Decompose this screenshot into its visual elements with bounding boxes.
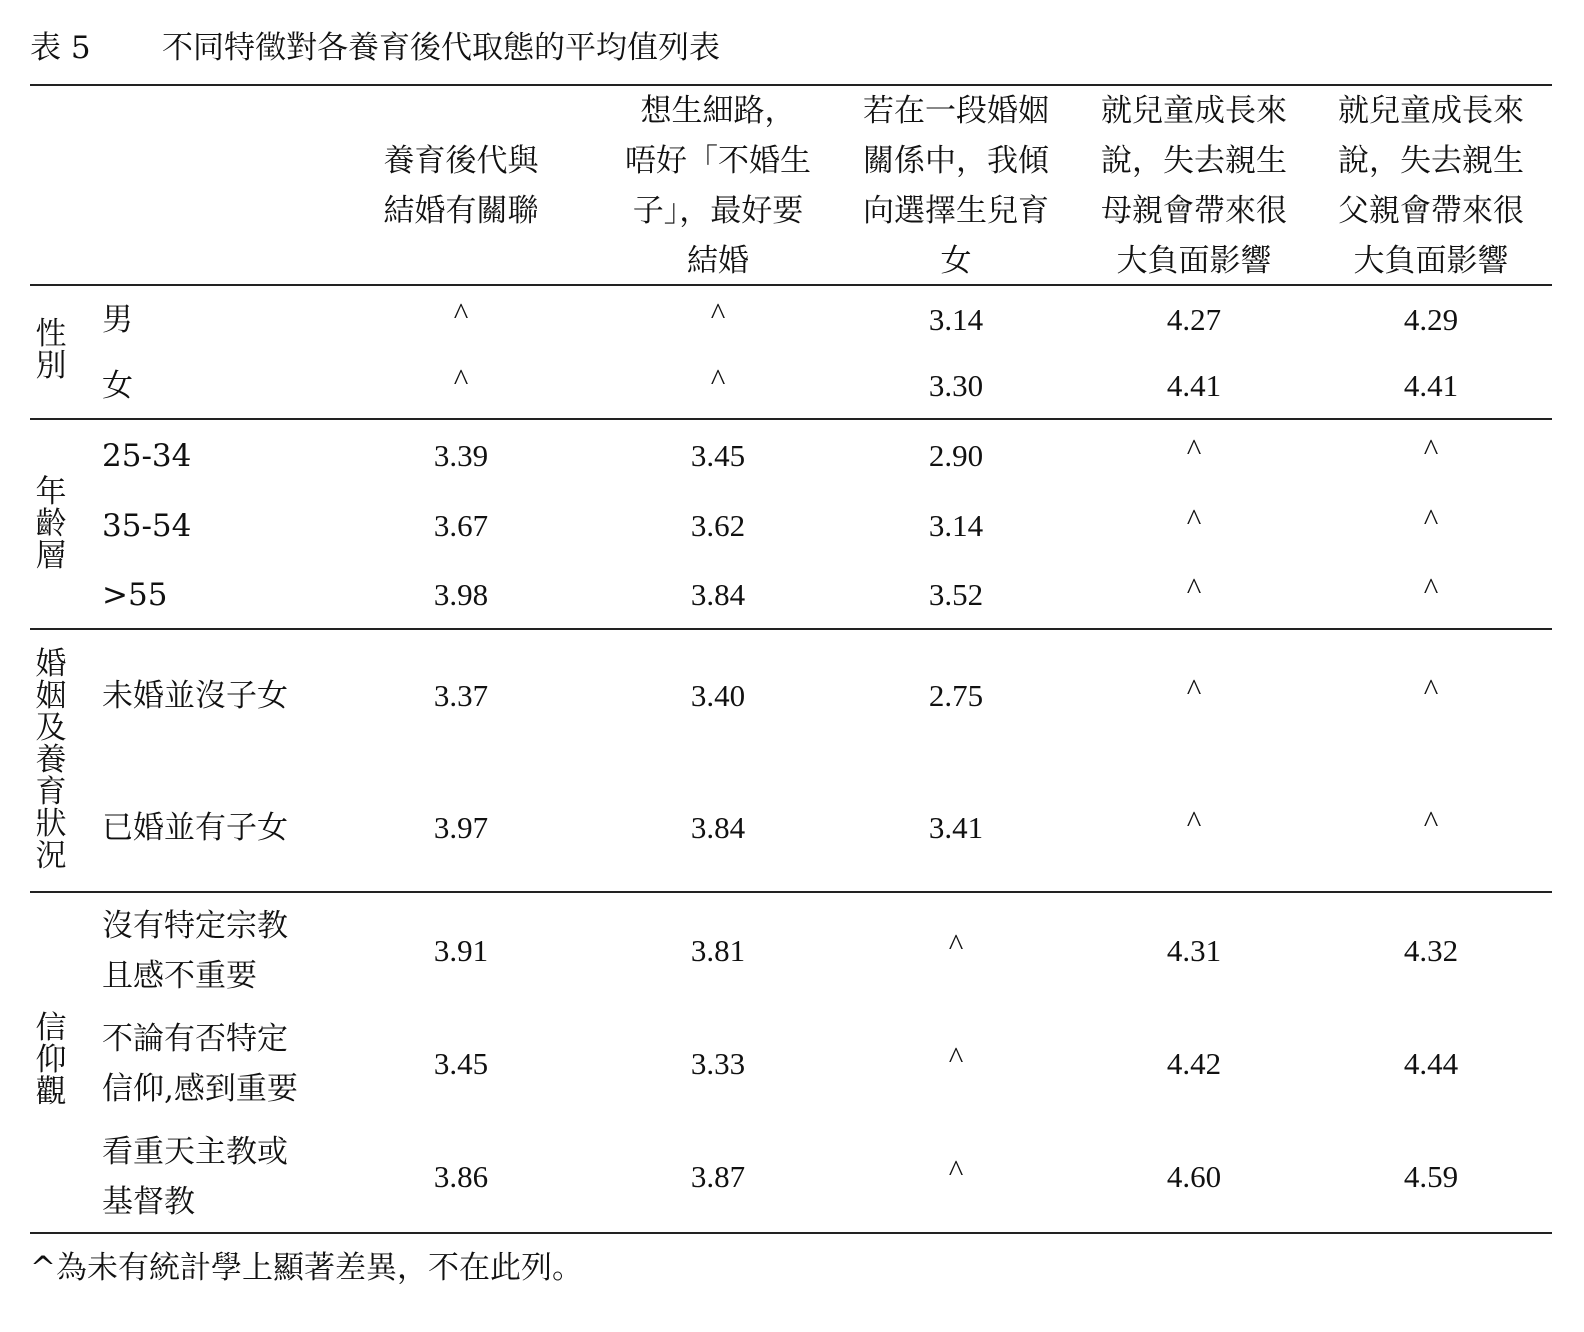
- table-cell: 3.41: [928, 810, 984, 845]
- column-header-line: 大負面影響: [1353, 243, 1509, 279]
- column-header-line: 結婚有關聯: [383, 193, 539, 229]
- row-label-line: 不論有否特定: [102, 1021, 288, 1057]
- table-cell: 4.59: [1403, 1159, 1459, 1194]
- row-label-line: 25-34: [102, 438, 192, 474]
- group-label: [30, 476, 72, 572]
- group-label: [30, 648, 72, 872]
- table-cell: 3.14: [928, 302, 984, 337]
- column-header-line: 父親會帶來很: [1338, 193, 1524, 229]
- table-title: 不同特徵對各養育後代取態的平均值列表: [162, 30, 720, 66]
- table-cell: 3.98: [433, 577, 489, 612]
- group-label-char: 信: [35, 1010, 67, 1046]
- row-label: [102, 362, 133, 410]
- table-cell: 3.40: [690, 678, 746, 713]
- row-label-line: 男: [102, 302, 133, 338]
- table-cell: 3.91: [433, 933, 489, 968]
- table-cell: 3.37: [433, 678, 489, 713]
- table-cell: 4.44: [1403, 1046, 1459, 1081]
- group-label-char: 仰: [35, 1042, 67, 1078]
- table-cell: 4.29: [1403, 302, 1459, 337]
- column-header-line: 關係中，我傾: [863, 143, 1049, 179]
- row-label-line: 35-54: [102, 508, 192, 544]
- table-cell: ^: [1186, 804, 1202, 839]
- row-label-line: 未婚並沒子女: [102, 678, 288, 714]
- column-header: [598, 86, 838, 286]
- table-cell: ^: [1423, 571, 1439, 606]
- table-cell: ^: [948, 1040, 964, 1075]
- row-label: [102, 502, 191, 550]
- column-header-line: 母親會帶來很: [1101, 193, 1287, 229]
- group-label: [30, 318, 72, 382]
- column-header-line: 養育後代與: [383, 143, 539, 179]
- header-rule: [30, 284, 1552, 286]
- row-label-line: 女: [102, 368, 133, 404]
- table-number: 表 5: [30, 30, 91, 66]
- table-cell: 3.87: [690, 1159, 746, 1194]
- table-cell: ^: [1186, 432, 1202, 467]
- table-cell: ^: [1423, 432, 1439, 467]
- column-header: [1074, 86, 1314, 286]
- table-cell: 3.84: [690, 810, 746, 845]
- table-cell: ^: [1423, 672, 1439, 707]
- row-label-line: 基督教: [102, 1184, 195, 1220]
- table-cell: ^: [948, 927, 964, 962]
- group-label-char: 姻: [35, 678, 67, 714]
- table-cell: 3.14: [928, 508, 984, 543]
- table-caption: [30, 28, 720, 68]
- group-label-char: 齡: [35, 506, 67, 542]
- column-header-line: 結婚: [687, 243, 749, 279]
- group-label-char: 性: [35, 316, 67, 352]
- group-label-char: 況: [35, 838, 67, 874]
- group-label-char: 層: [35, 538, 67, 574]
- group-label-char: 別: [35, 348, 67, 384]
- table-cell: 3.67: [433, 508, 489, 543]
- column-header: [341, 136, 581, 236]
- table-cell: ^: [948, 1153, 964, 1188]
- table-cell: 3.84: [690, 577, 746, 612]
- group-label-char: 婚: [35, 646, 67, 682]
- row-label: [102, 571, 167, 619]
- row-label-line: 且感不重要: [102, 958, 257, 994]
- table-cell: 3.52: [928, 577, 984, 612]
- group-label-char: 育: [35, 774, 67, 810]
- group-label-char: 及: [35, 710, 67, 746]
- table-cell: ^: [710, 362, 726, 397]
- column-header-line: 說，失去親生: [1101, 143, 1287, 179]
- column-header-line: 子」，最好要: [632, 193, 804, 229]
- table-cell: 3.33: [690, 1046, 746, 1081]
- group-rule: [30, 628, 1552, 630]
- column-header: [1311, 86, 1551, 286]
- column-header-line: 大負面影響: [1116, 243, 1272, 279]
- group-rule: [30, 891, 1552, 893]
- table-cell: ^: [1423, 502, 1439, 537]
- table-cell: 4.60: [1166, 1159, 1222, 1194]
- row-label: [102, 672, 288, 720]
- column-header-line: 女: [940, 243, 972, 279]
- group-label-char: 養: [35, 742, 67, 778]
- table-cell: 4.42: [1166, 1046, 1222, 1081]
- column-header: [836, 86, 1076, 286]
- table-cell: 3.86: [433, 1159, 489, 1194]
- group-label-char: 年: [35, 474, 67, 510]
- row-label-line: >55: [102, 577, 168, 613]
- group-label: [30, 1012, 72, 1108]
- table-cell: 4.41: [1166, 368, 1222, 403]
- row-label: [102, 1014, 298, 1114]
- row-label: [102, 901, 288, 1001]
- row-label-line: 已婚並有子女: [102, 810, 288, 846]
- table-cell: ^: [453, 296, 469, 331]
- column-header-line: 就兒童成長來: [1338, 93, 1524, 129]
- table-cell: ^: [453, 362, 469, 397]
- row-label-line: 看重天主教或: [102, 1134, 288, 1170]
- table-cell: ^: [1186, 502, 1202, 537]
- table-cell: 3.39: [433, 438, 489, 473]
- table-cell: 3.81: [690, 933, 746, 968]
- table-cell: 3.45: [433, 1046, 489, 1081]
- table-cell: 2.75: [928, 678, 984, 713]
- row-label: [102, 296, 133, 344]
- column-header-line: 想生細路，: [640, 93, 796, 129]
- table-cell: 3.30: [928, 368, 984, 403]
- table-cell: 4.31: [1166, 933, 1222, 968]
- row-label-line: 沒有特定宗教: [102, 908, 288, 944]
- row-label: [102, 432, 191, 480]
- column-header-line: 說，失去親生: [1338, 143, 1524, 179]
- table-cell: ^: [1186, 571, 1202, 606]
- column-header-line: 唔好「不婚生: [625, 143, 811, 179]
- table-cell: 4.41: [1403, 368, 1459, 403]
- group-rule: [30, 418, 1552, 420]
- column-header-line: 向選擇生兒育: [863, 193, 1049, 229]
- table-cell: 3.97: [433, 810, 489, 845]
- group-label-char: 觀: [35, 1074, 67, 1110]
- table-cell: 3.62: [690, 508, 746, 543]
- table-cell: 3.45: [690, 438, 746, 473]
- table-cell: 2.90: [928, 438, 984, 473]
- table-cell: ^: [1186, 672, 1202, 707]
- column-header-line: 就兒童成長來: [1101, 93, 1287, 129]
- table-cell: ^: [710, 296, 726, 331]
- bottom-rule: [30, 1232, 1552, 1234]
- table-cell: 4.27: [1166, 302, 1222, 337]
- row-label-line: 信仰,感到重要: [102, 1071, 298, 1107]
- table-cell: ^: [1423, 804, 1439, 839]
- row-label: [102, 804, 288, 852]
- row-label: [102, 1127, 288, 1227]
- table-footnote: ^為未有統計學上顯著差異，不在此列。: [30, 1250, 583, 1286]
- column-header-line: 若在一段婚姻: [863, 93, 1049, 129]
- table-cell: 4.32: [1403, 933, 1459, 968]
- group-label-char: 狀: [35, 806, 67, 842]
